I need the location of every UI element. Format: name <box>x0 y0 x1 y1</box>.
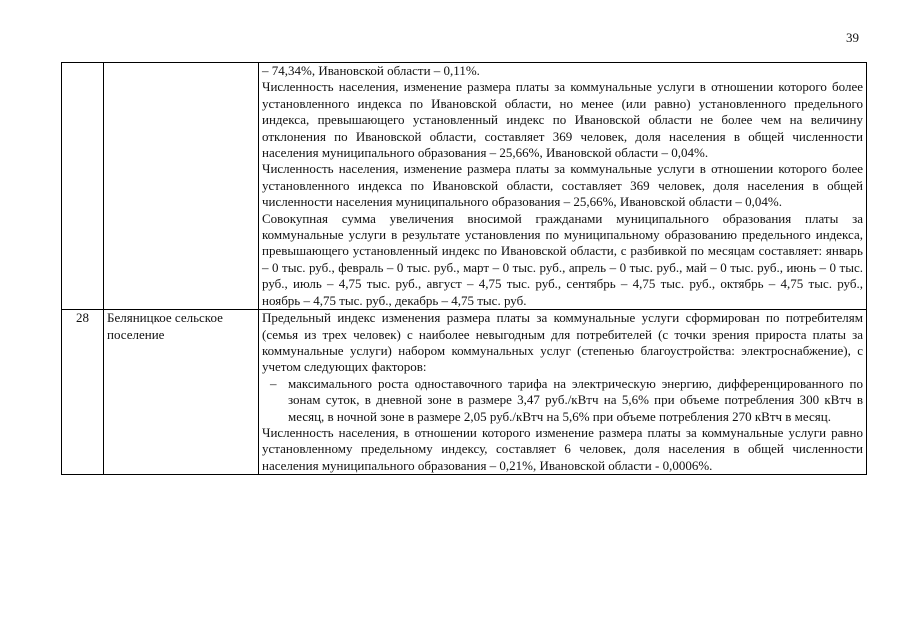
paragraph: Численность населения, изменение размера платы за коммунальные услуги в отношении которого более установленного индекса по Ивановской области, составляет 369 человек, доля населения в общей численности населения муниципального образования – 25,66%, Ивановской области – 0,04%. <box>262 161 863 210</box>
paragraph: Численность населения, изменение размера платы за коммунальные услуги в отношении которого более установленного индекса по Ивановской области, но менее (или равно) установленного предельного индекса, превышающего установленный индекс по Ивановской области не более чем на величину отклонения по Ивановской области, составляет 369 человек, доля населения в общей численности населения муниципального образования – 25,66%, Ивановской области – 0,04%. <box>262 79 863 161</box>
municipality-name-cell <box>104 63 259 310</box>
description-cell <box>259 310 867 475</box>
table-row <box>62 310 867 475</box>
factors-list <box>262 376 863 425</box>
municipality-name-cell: Беляницкое сельское поселение <box>104 310 259 475</box>
municipal-table <box>61 62 867 475</box>
paragraph: – 74,34%, Ивановской области – 0,11%. <box>262 63 480 78</box>
page-number: 39 <box>846 30 859 45</box>
paragraph: Совокупная сумма увеличения вносимой гражданами муниципального образования платы за коммунальные услуги в результате установления по муниципальному образованию предельного индекса, превышающего установленный индекс по Ивановской области, с разбивкой по месяцам составляет: январь – 0 тыс. руб., февраль – 0 тыс. руб., март – 0 тыс. руб., апрель – 0 тыс. руб., май – 0 тыс. руб., июнь – 0 тыс. руб., июль – 4,75 тыс. руб., август – 4,75 тыс. руб., сентябрь – 4,75 тыс. руб., октябрь – 4,75 тыс. руб., ноябрь – 4,75 тыс. руб., декабрь – 4,75 тыс. руб. <box>262 210 863 308</box>
paragraph: Численность населения, в отношении которого изменение размера платы за коммунальные услуги равно установленному предельному индексу, составляет 6 человек, доля населения в общей численности населения муниципального образования – 0,21%, Ивановской области - 0,0006%. <box>262 424 863 473</box>
description-cell <box>259 63 867 310</box>
paragraph: Предельный индекс изменения размера платы за коммунальные услуги сформирован по потребителям (семья из трех человек) с наиболее невыгодным для потребителей (с точки зрения прироста платы за коммунальные услуги) набором коммунальных услуг (степенью благоустройства: электроснабжение), с учетом следующих факторов: <box>262 310 863 375</box>
row-number-cell <box>62 63 104 310</box>
list-item: – максимального роста одноставочного тарифа на электрическую энергию, дифференцированного по зонам суток, в дневной зоне в размере 3,47 руб./кВтч на 5,6% при объеме потребления 300 кВтч в месяц, в ночной зоне в размере 2,05 руб./кВтч на 5,6% при объеме потребления 270 кВтч в месяц. <box>262 376 863 425</box>
table-row <box>62 63 867 310</box>
row-number-cell: 28 <box>62 310 104 475</box>
